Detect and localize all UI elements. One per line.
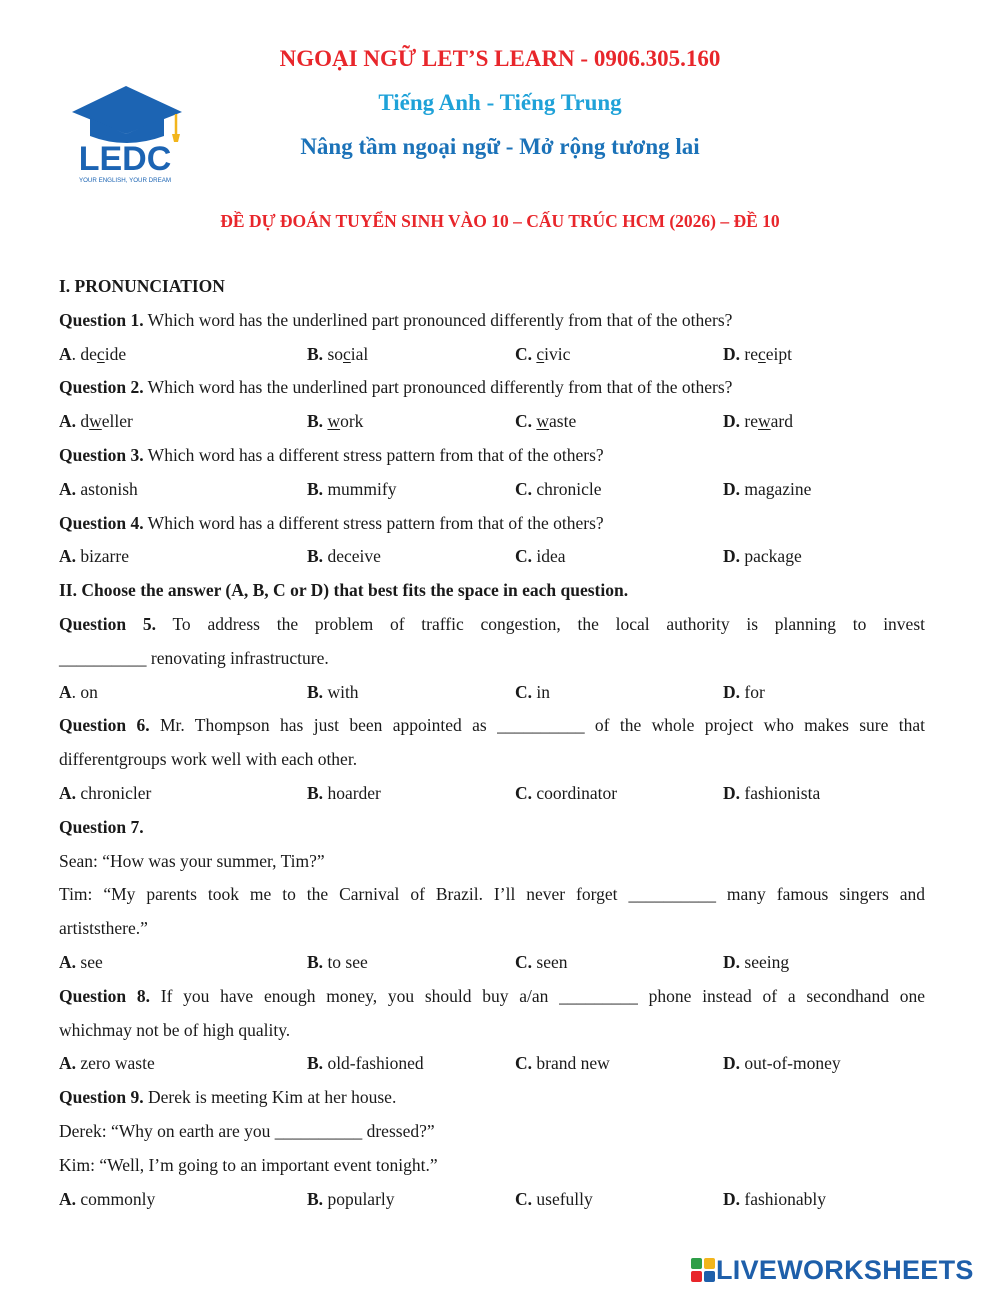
option-b[interactable]: B. mummify — [307, 478, 397, 499]
option-b[interactable]: B. with — [307, 681, 359, 702]
question-text: Which word has the underlined part pronounced differently from that of the others? — [147, 377, 733, 398]
option-b[interactable]: B. to see — [307, 951, 368, 972]
logo-text: LEDC — [78, 140, 172, 178]
option-a[interactable]: A. on — [59, 681, 98, 702]
logo-tagline: YOUR ENGLISH, YOUR DREAM — [78, 177, 172, 184]
org-title: NGOẠI NGỮ LET’S LEARN - 0906.305.160 — [279, 46, 721, 71]
question-5 — [59, 608, 925, 642]
option-d[interactable]: D. magazine — [723, 478, 812, 499]
option-c[interactable]: C. idea — [515, 546, 566, 567]
question-text: Which word has a different stress pattern from that of the others? — [147, 512, 604, 533]
option-b[interactable]: B. work — [307, 411, 364, 432]
option-d[interactable]: D. for — [723, 681, 765, 702]
question-label: Question 2. — [59, 377, 144, 398]
question-text: Which word has a different stress pattern from that of the others? — [147, 444, 604, 465]
options-q1 — [59, 338, 925, 372]
dialogue-tim-cont: artiststhere.” — [59, 918, 148, 939]
options-q3 — [59, 473, 925, 507]
option-c[interactable]: C. brand new — [515, 1053, 610, 1074]
options-q8 — [59, 1047, 925, 1081]
dialogue-sean: Sean: “How was your summer, Tim?” — [59, 850, 325, 871]
question-label: Question 4. — [59, 512, 144, 533]
option-b[interactable]: B. popularly — [307, 1188, 395, 1209]
question-4 — [59, 507, 925, 541]
option-d[interactable]: D. reward — [723, 411, 793, 432]
question-8 — [59, 980, 925, 1014]
section-choose-answer: II. Choose the answer (A, B, C or D) that best fits the space in each question. — [59, 580, 629, 601]
option-d[interactable]: D. out-of-money — [723, 1053, 841, 1074]
option-b[interactable]: B. hoarder — [307, 782, 381, 803]
option-d[interactable]: D. package — [723, 546, 802, 567]
options-q9 — [59, 1183, 925, 1217]
option-d[interactable]: D. fashionably — [723, 1188, 827, 1209]
option-b[interactable]: B. old-fashioned — [307, 1053, 424, 1074]
option-b[interactable]: B. deceive — [307, 546, 381, 567]
question-3 — [59, 439, 925, 473]
option-c[interactable]: C. in — [515, 681, 551, 702]
option-d[interactable]: D. fashionista — [723, 782, 821, 803]
option-a[interactable]: A. decide — [59, 343, 127, 364]
subjects-line: Tiếng Anh - Tiếng Trung — [378, 90, 622, 115]
question-2 — [59, 371, 925, 405]
ledc-logo — [68, 84, 186, 188]
option-c[interactable]: C. coordinator — [515, 782, 618, 803]
question-label: Question 6. — [59, 715, 150, 736]
question-label: Question 8. — [59, 985, 150, 1006]
question-6-cont: differentgroups work well with each other. — [59, 749, 358, 770]
question-9 — [59, 1081, 925, 1115]
question-7 — [59, 811, 925, 845]
question-label: Question 3. — [59, 444, 144, 465]
question-label: Question 5. — [59, 613, 156, 634]
option-d[interactable]: D. seeing — [723, 951, 790, 972]
dialogue-kim: Kim: “Well, I’m going to an important event tonight.” — [59, 1154, 438, 1175]
question-text: Derek is meeting Kim at her house. — [147, 1087, 397, 1108]
option-c[interactable]: C. usefully — [515, 1188, 593, 1209]
question-text: Mr. Thompson has just been appointed as __________ of the whole project who makes sure that — [159, 715, 926, 736]
question-8-cont: whichmay not be of high quality. — [59, 1019, 291, 1040]
option-a[interactable]: A. zero waste — [59, 1053, 155, 1074]
slogan-line: Nâng tầm ngoại ngữ - Mở rộng tương lai — [300, 134, 700, 159]
option-a[interactable]: A. dweller — [59, 411, 133, 432]
options-q7 — [59, 946, 925, 980]
liveworksheets-wordmark: LIVEWORKSHEETS — [716, 1254, 974, 1285]
question-label: Question 7. — [59, 816, 144, 837]
option-a[interactable]: A. bizarre — [59, 546, 129, 567]
option-a[interactable]: A. chronicler — [59, 782, 152, 803]
option-b[interactable]: B. social — [307, 343, 369, 364]
options-q5 — [59, 676, 925, 710]
question-1 — [59, 304, 925, 338]
dialogue-derek: Derek: “Why on earth are you __________ dressed?” — [59, 1120, 435, 1141]
option-a[interactable]: A. see — [59, 951, 103, 972]
question-label: Question 9. — [59, 1087, 144, 1108]
option-a[interactable]: A. astonish — [59, 478, 138, 499]
liveworksheets-watermark — [690, 1253, 974, 1287]
exam-title: ĐỀ DỰ ĐOÁN TUYỂN SINH VÀO 10 – CẤU TRÚC HCM (2026) – ĐỀ 10 — [220, 211, 780, 231]
question-5-cont: __________ renovating infrastructure. — [59, 647, 329, 668]
worksheet-content — [59, 270, 925, 1216]
options-q4 — [59, 540, 925, 574]
option-c[interactable]: C. waste — [515, 411, 577, 432]
dialogue-tim: Tim: “My parents took me to the Carnival of Brazil. I’ll never forget __________ many famous singers and — [59, 884, 925, 905]
options-q6 — [59, 777, 925, 811]
option-c[interactable]: C. chronicle — [515, 478, 602, 499]
option-a[interactable]: A. commonly — [59, 1188, 156, 1209]
option-c[interactable]: C. seen — [515, 951, 568, 972]
question-6 — [59, 709, 925, 743]
liveworksheets-badge-icon — [690, 1257, 716, 1283]
question-label: Question 1. — [59, 309, 144, 330]
option-d[interactable]: D. receipt — [723, 343, 793, 364]
option-c[interactable]: C. civic — [515, 343, 571, 364]
options-q2 — [59, 405, 925, 439]
question-text: If you have enough money, you should buy a/an _________ phone instead of a secondhand one — [160, 985, 925, 1006]
section-pronunciation: I. PRONUNCIATION — [59, 276, 225, 296]
question-text: Which word has the underlined part pronounced differently from that of the others? — [147, 309, 733, 330]
question-text: To address the problem of traffic congestion, the local authority is planning to invest — [172, 613, 925, 634]
